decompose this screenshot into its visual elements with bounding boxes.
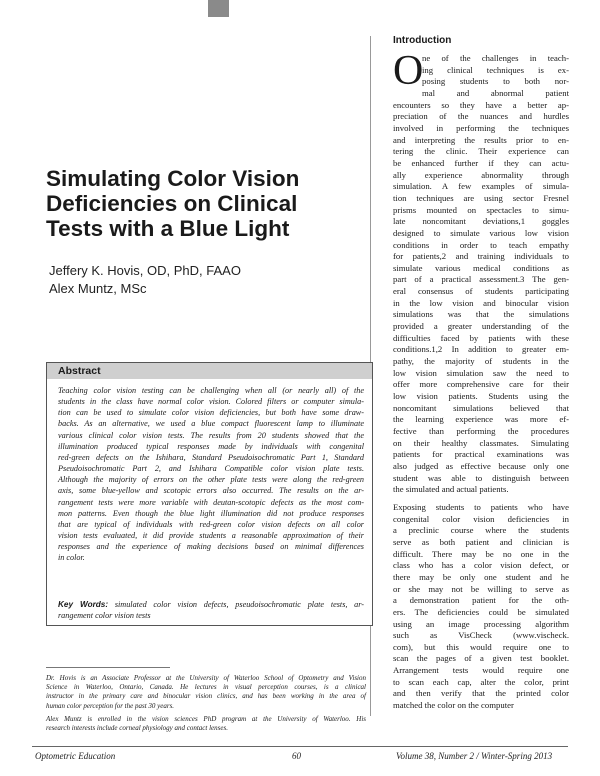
intro-line: involved in performing the techniques (393, 122, 569, 133)
intro-line: matched the color on the computer (393, 700, 514, 711)
intro-line: to scan each cap, alter the color, print (393, 676, 569, 687)
intro-line: Arrangement tests would require one (393, 665, 569, 676)
abstract-line: backs. As an alternative, we used a blue compact fluorescent lamp to illuminate (58, 419, 364, 429)
abstract-line: vision tests evaluated, it did provide students a reasonable approximation of their (58, 531, 364, 541)
footnote-line: Science in Waterloo, Ontario, Canada. He lectures in visual perception courses, is a clinical (46, 683, 366, 692)
intro-line: simulation. A few examples of simula- (393, 181, 569, 192)
intro-line: prisms mounted on spectacles to simu- (393, 204, 569, 215)
abstract-heading: Abstract (47, 363, 372, 379)
intro-line: serve as both patient and clinician is (393, 536, 569, 547)
intro-line: difficult. There may be no one in the (393, 548, 569, 559)
footnote-line: instructor in the primary care and binocular vision clinics, and has been working in the area of (46, 692, 366, 701)
intro-line: preciation of the nuances and hurdles (393, 111, 569, 122)
intro-line: there may be only one student and he (393, 571, 569, 582)
intro-line: conditions in order to teach empathy (393, 239, 569, 250)
intro-line: designed to simulate various low vision (393, 227, 569, 238)
footnote-line: human color perception for the past 30 years. (46, 701, 175, 710)
intro-line: low vision patients. Students using the (393, 391, 569, 402)
intro-line: the simulated and actual patients. (393, 484, 509, 495)
intro-line: eral consensus of students participating (393, 286, 569, 297)
intro-line: ne of the challenges in teach- (422, 53, 569, 63)
journal-name: Optometric Education (35, 751, 116, 761)
author-name: Jeffery K. Hovis, OD, PhD, FAAO (49, 263, 241, 278)
abstract-line: tion can be used to simulate color vision deficiencies, but both have some draw- (58, 408, 364, 418)
abstract-line: various clinical color vision tests. The results from 20 students showed that the (58, 430, 364, 440)
drop-cap: O (393, 48, 424, 94)
intro-line: low vision simulation saw the need to (393, 367, 569, 378)
abstract-line: Pseudoisochromatic Part 2, and Ishihara Compatible color vision plate tests. (58, 464, 364, 474)
intro-line: using an image processing algorithm (393, 618, 569, 629)
intro-line: late noncomitant deviations,1 goggles (393, 216, 569, 227)
intro-line: and interpreting the results prior to en- (393, 134, 569, 145)
abstract-line: students in the class have normal color vision. Colored filters or computer simula- (58, 397, 364, 407)
abstract-box (46, 362, 373, 626)
keywords-line (58, 599, 364, 610)
intro-line: the learning experience was more ef- (393, 414, 569, 425)
title-line: Tests with a Blue Light (46, 216, 290, 241)
intro-line: scan the pages of a given test booklet. (393, 653, 569, 664)
title-line: Simulating Color Vision (46, 166, 300, 191)
author-footnotes (46, 674, 366, 733)
abstract-line: rangement tests were more variable with deutan-scotopic defects as the most com- (58, 497, 364, 507)
abstract-line: axis, some blue-yellow and scotopic errors also occurred. The results on the ar- (58, 486, 364, 496)
intro-line: such as VisCheck (www.vischeck. (393, 630, 569, 641)
intro-line: tering the clinic. Their experience can (393, 146, 569, 157)
intro-line: offer more comprehensive care for their (393, 379, 569, 390)
abstract-text (58, 385, 364, 564)
keywords-line: rangement color vision tests (58, 611, 151, 621)
keywords-label: Key Words: (58, 600, 109, 609)
intro-line: ally experience abnormality through (393, 169, 569, 180)
abstract-line: that are typical of individuals with red-green color vision defects on all color (58, 519, 364, 529)
intro-line: posing students to both nor- (422, 76, 569, 87)
intro-line: and then verify that the printed color (393, 688, 569, 699)
author-list (49, 262, 241, 298)
intro-line: noncomitant simulations believed that (393, 402, 569, 413)
abstract-line: Although the majority of errors on the other plate tests were along the red-green (58, 475, 364, 485)
introduction-heading: Introduction (393, 35, 452, 46)
intro-line: simulate various medical conditions as (393, 262, 569, 273)
intro-line: Exposing students to patients who have (393, 501, 569, 512)
intro-line: ers. The deficiencies could be simulated (393, 606, 569, 617)
intro-line: patients for practical examinations was (393, 449, 569, 460)
abstract-line: illumination produced typical responses made by individuals with congenital (58, 441, 364, 451)
title-line: Deficiencies on Clinical (46, 191, 298, 216)
abstract-line: in color. (58, 553, 85, 563)
intro-line: part of a practical assessment.3 The gen- (393, 274, 569, 285)
page-corner-tab (208, 0, 229, 17)
introduction-text (393, 48, 569, 712)
intro-line: congenital color vision deficiencies in (393, 513, 569, 524)
intro-line: tion techniques are using sector Fresnel (393, 192, 569, 203)
intro-line: simulations was that the simulations (393, 309, 569, 320)
keywords-text: simulated color vision defects, pseudoisochromatic plate tests, ar- (114, 600, 365, 609)
article-title (46, 166, 376, 241)
intro-line: be enhanced further if they can actu- (393, 157, 569, 168)
keywords (58, 599, 364, 621)
abstract-line: responses and the experience of making decisions based on minimal differences (58, 542, 364, 552)
intro-line: encounters so they have a better ap- (393, 99, 569, 110)
page-number: 60 (292, 751, 301, 761)
footnote-rule (46, 667, 170, 668)
abstract-line: mon patterns. Even though the blue light illumination did not produce responses (58, 508, 364, 518)
abstract-line: red-green defects on the Ishihara, Standard Pseudoisochromatic Part 1, Standard (58, 452, 364, 462)
footnote-line: Dr. Hovis is an Associate Professor at the University of Waterloo School of Optometry and Vision (46, 674, 366, 682)
intro-line: mal and abnormal patient (422, 87, 569, 98)
intro-line: difficulties faced by patients with these (393, 332, 569, 343)
footnote-line: research interests include corneal physiology and contact lenses. (46, 724, 228, 733)
intro-line: for patients,2 and training individuals to (393, 251, 569, 262)
issue-info: Volume 38, Number 2 / Winter-Spring 2013 (396, 751, 553, 761)
intro-line: provided a greater understanding of the (393, 321, 569, 332)
abstract-line: Teaching color vision testing can be challenging when all (or nearly all) of the (58, 386, 364, 395)
intro-line: ing clinical techniques is ex- (422, 64, 569, 75)
intro-line: com), but this would require one to (393, 641, 569, 652)
intro-line: fective than performing the procedures (393, 426, 569, 436)
intro-line: pathy, the majority of students in the (393, 356, 569, 367)
intro-line: in the low vision and binocular vision (393, 297, 569, 308)
intro-line: class who has a color vision defect, or (393, 560, 569, 571)
intro-line: or she may not be willing to serve as (393, 583, 569, 594)
intro-line: on their healthy classmates. Simulating (393, 437, 569, 448)
intro-line: a preclinic course where the students (393, 525, 569, 536)
author-name: Alex Muntz, MSc (49, 281, 147, 296)
footnote-line: Alex Muntz is enrolled in the vision sciences PhD program at the University of Waterloo. His (46, 714, 366, 723)
intro-line: a demonstration patient for the oth- (393, 595, 569, 606)
intro-line: also judged as effective because only one (393, 460, 569, 471)
footer-rule (32, 746, 568, 747)
intro-line: conditions.1,2 In addition to greater em- (393, 344, 569, 355)
intro-line: student was able to distinguish between (393, 472, 569, 483)
